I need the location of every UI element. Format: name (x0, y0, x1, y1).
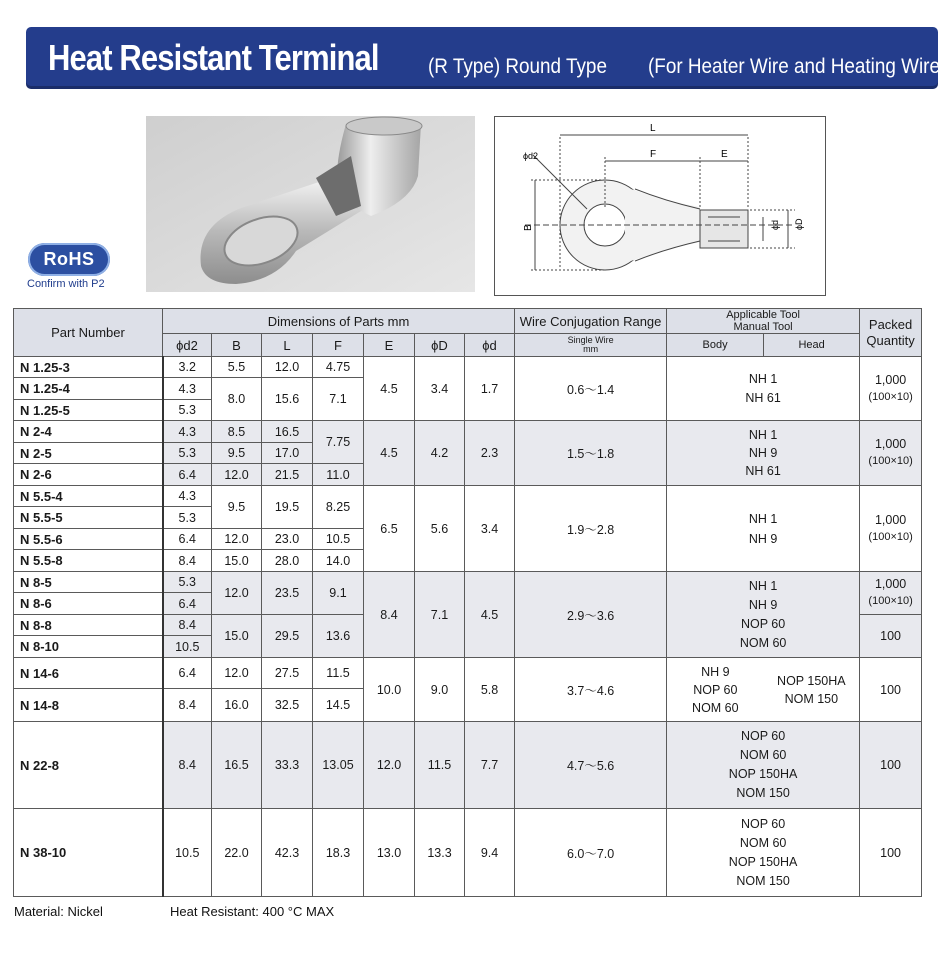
header-d2: ϕd2 (163, 334, 212, 357)
qty-cell: 1,000 (100×10) (860, 572, 922, 615)
header-l: L (262, 334, 313, 357)
table-row: N 2-5 5.3 9.5 17.0 (14, 443, 922, 464)
page-subtitle: (R Type) Round Type (428, 55, 607, 78)
table-row: N 1.25-3 3.2 5.5 12.0 4.75 4.5 3.4 1.7 0.6～1.4 NH 1 NH 61 1,000 (100×10) (14, 357, 922, 378)
qty-cell: 1,000 (100×10) (860, 486, 922, 572)
header-b: B (212, 334, 262, 357)
table-row: N 8-5 5.3 12.0 23.5 9.1 8.4 7.1 4.5 2.9～3.6 NH 1 NH 9 NOP 60 NOM 60 1,000 (100×10) (14, 572, 922, 593)
qty-cell: 100 (860, 615, 922, 658)
spec-table (13, 308, 922, 897)
header-single-wire: Single Wire mm (515, 334, 667, 357)
header-applicable-tool: Applicable Tool Manual Tool (667, 309, 860, 334)
qty-cell: 1,000 (100×10) (860, 421, 922, 486)
header-packed-quantity: Packed Quantity (860, 309, 922, 357)
product-photo (146, 116, 475, 292)
table-row: N 1.25-4 4.3 8.0 15.6 7.1 (14, 378, 922, 400)
header-d: ϕd (465, 334, 515, 357)
table-row: N 5.5-5 5.3 (14, 507, 922, 529)
table-row: N 8-6 6.4 (14, 593, 922, 615)
qty-cell: 100 (860, 658, 922, 722)
table-row: N 2-4 4.3 8.5 16.5 7.75 4.5 4.2 2.3 1.5～1.8 NH 1 NH 9 NH 61 1,000 (100×10) (14, 421, 922, 443)
table-row: N 1.25-5 5.3 (14, 400, 922, 421)
heat-resistant-note: Heat Resistant: 400 °C MAX (170, 904, 335, 919)
svg-text:F: F (650, 149, 657, 160)
page-subtitle-usage: (For Heater Wire and Heating Wire) (648, 55, 947, 78)
svg-text:L: L (650, 123, 656, 134)
tool-body-cell: NH 9 NOP 60 NOM 60 (667, 658, 764, 722)
table-row: N 5.5-8 8.4 15.0 28.0 14.0 (14, 550, 922, 572)
tool-cell: NH 1 NH 9 NOP 60 NOM 60 (667, 572, 860, 658)
svg-text:ϕD: ϕD (794, 218, 804, 230)
svg-text:E: E (721, 149, 728, 160)
header-wire-range: Wire Conjugation Range (515, 309, 667, 334)
svg-text:B: B (523, 224, 534, 231)
table-row: N 14-6 6.4 12.0 27.5 11.5 10.0 9.0 5.8 3.7～4.6 NH 9 NOP 60 NOM 60 NOP 150HA NOM 150 100 (14, 658, 922, 689)
table-row: N 5.5-6 6.4 12.0 23.0 10.5 (14, 529, 922, 550)
table-row: N 22-8 8.4 16.5 33.3 13.05 12.0 11.5 7.7 4.7～5.6 NOP 60 NOM 60 NOP 150HA NOM 150 100 (14, 722, 922, 809)
header-dimensions: Dimensions of Parts mm (163, 309, 515, 334)
table-row: N 5.5-4 4.3 9.5 19.5 8.25 6.5 5.6 3.4 1.9～2.8 NH 1 NH 9 1,000 (100×10) (14, 486, 922, 507)
svg-text:ϕd: ϕd (770, 219, 780, 230)
qty-cell: 1,000 (100×10) (860, 357, 922, 421)
dimension-diagram (494, 116, 826, 296)
material-note: Material: Nickel (14, 904, 103, 919)
header-D: ϕD (415, 334, 465, 357)
ring-terminal-image (146, 116, 475, 292)
qty-cell: 100 (860, 809, 922, 897)
svg-text:ϕd2: ϕd2 (523, 151, 539, 161)
tool-cell: NH 1 NH 61 (667, 357, 860, 421)
header-e: E (364, 334, 415, 357)
tool-cell: NOP 60 NOM 60 NOP 150HA NOM 150 (667, 809, 860, 897)
table-row: N 8-8 8.4 15.0 29.5 13.6 100 (14, 615, 922, 636)
header-part-number: Part Number (14, 309, 163, 357)
table-row: N 14-8 8.4 16.0 32.5 14.5 (14, 689, 922, 722)
rohs-note: Confirm with P2 (27, 278, 105, 290)
header-body: Body (667, 334, 764, 357)
tool-head-cell: NOP 150HA NOM 150 (764, 658, 860, 722)
table-row: N 38-10 10.5 22.0 42.3 18.3 13.0 13.3 9.4 6.0～7.0 NOP 60 NOM 60 NOP 150HA NOM 150 100 (14, 809, 922, 897)
tool-cell: NH 1 NH 9 (667, 486, 860, 572)
tool-cell: NOP 60 NOM 60 NOP 150HA NOM 150 (667, 722, 860, 809)
qty-cell: 100 (860, 722, 922, 809)
header-f: F (313, 334, 364, 357)
table-row: N 8-10 10.5 (14, 636, 922, 658)
tool-cell: NH 1 NH 9 NH 61 (667, 421, 860, 486)
table-row: N 2-6 6.4 12.0 21.5 11.0 (14, 464, 922, 486)
title-banner (26, 27, 947, 89)
page-title: Heat Resistant Terminal (48, 37, 379, 78)
rohs-badge: RoHS (28, 243, 110, 276)
header-head: Head (764, 334, 860, 357)
